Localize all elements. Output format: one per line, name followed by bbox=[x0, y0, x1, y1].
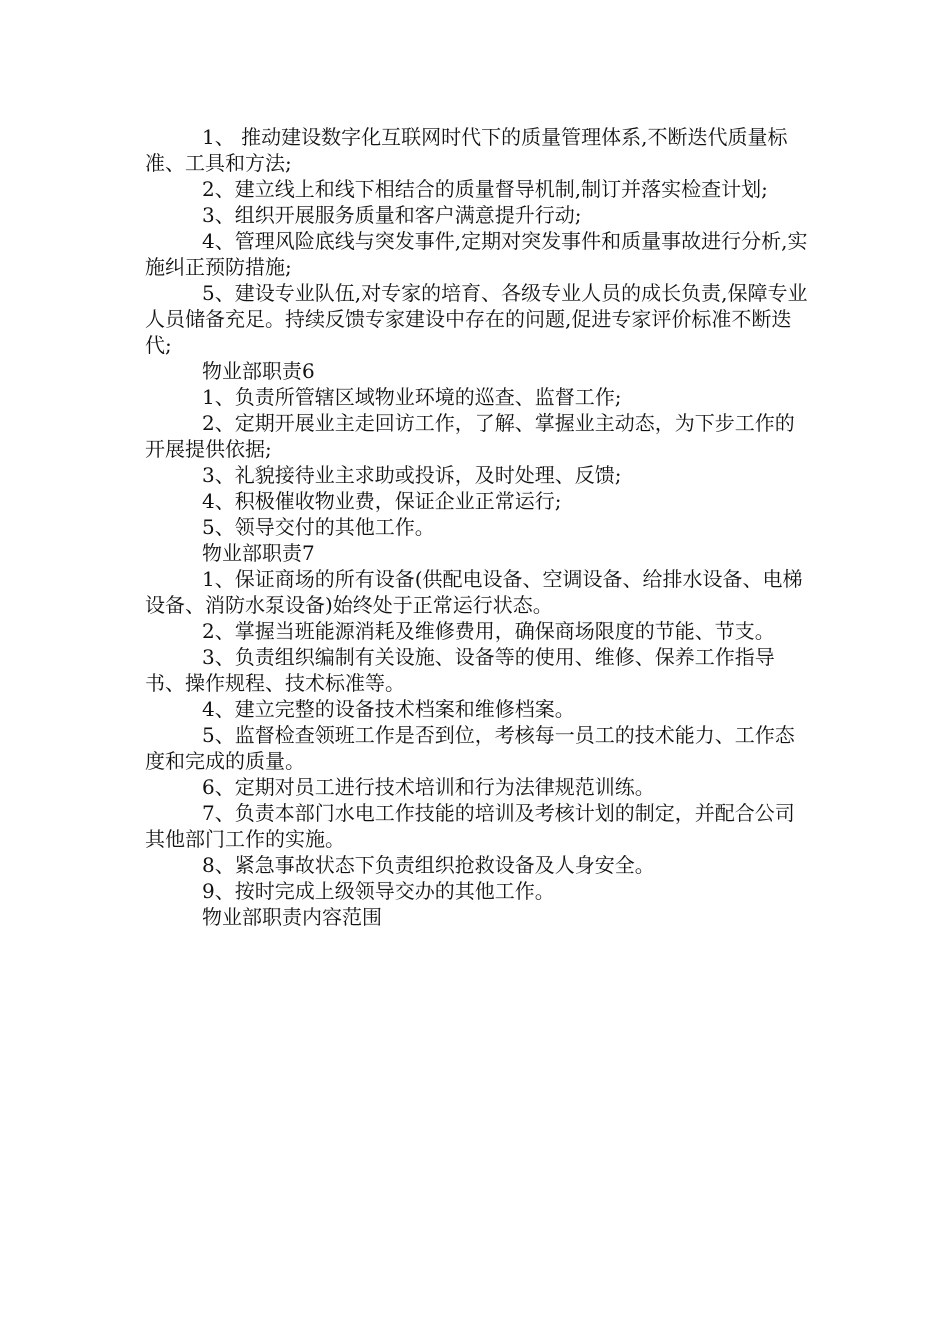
section-heading-6: 物业部职责6 bbox=[202, 359, 315, 383]
paragraph-7-5: 5、监督检查领班工作是否到位，考核每一员工的技术能力、工作态度和完成的质量。 bbox=[145, 723, 795, 773]
paragraph-7-4: 4、建立完整的设备技术档案和维修档案。 bbox=[202, 697, 575, 721]
paragraph-6-5: 5、领导交付的其他工作。 bbox=[202, 515, 435, 539]
document-body bbox=[145, 124, 810, 930]
section-heading-7: 物业部职责7 bbox=[202, 541, 315, 565]
section-heading-scope: 物业部职责内容范围 bbox=[202, 905, 382, 929]
paragraph-5: 5、建设专业队伍,对专家的培育、各级专业人员的成长负责,保障专业人员储备充足。持续反馈专家建设中存在的问题,促进专家评价标准不断迭代; bbox=[145, 281, 808, 357]
paragraph-6-2: 2、定期开展业主走回访工作，了解、掌握业主动态，为下步工作的开展提供依据; bbox=[145, 411, 795, 461]
paragraph-7-6: 6、定期对员工进行技术培训和行为法律规范训练。 bbox=[202, 775, 655, 799]
paragraph-2: 2、建立线上和线下相结合的质量督导机制,制订并落实检查计划; bbox=[202, 177, 768, 201]
paragraph-1: 1、 推动建设数字化互联网时代下的质量管理体系,不断迭代质量标准、工具和方法; bbox=[145, 125, 788, 175]
paragraph-6-3: 3、礼貌接待业主求助或投诉，及时处理、反馈; bbox=[202, 463, 622, 487]
paragraph-7-7: 7、负责本部门水电工作技能的培训及考核计划的制定，并配合公司其他部门工作的实施。 bbox=[145, 801, 795, 851]
paragraph-7-3: 3、负责组织编制有关设施、设备等的使用、维修、保养工作指导书、操作规程、技术标准等。 bbox=[145, 645, 775, 695]
paragraph-7-2: 2、掌握当班能源消耗及维修费用，确保商场限度的节能、节支。 bbox=[202, 619, 775, 643]
paragraph-7-9: 9、按时完成上级领导交办的其他工作。 bbox=[202, 879, 555, 903]
paragraph-6-1: 1、负责所管辖区域物业环境的巡查、监督工作; bbox=[202, 385, 622, 409]
paragraph-7-1: 1、保证商场的所有设备(供配电设备、空调设备、给排水设备、电梯设备、消防水泵设备)始终处于正常运行状态。 bbox=[145, 567, 803, 617]
paragraph-3: 3、组织开展服务质量和客户满意提升行动; bbox=[202, 203, 582, 227]
paragraph-7-8: 8、紧急事故状态下负责组织抢救设备及人身安全。 bbox=[202, 853, 655, 877]
paragraph-4: 4、管理风险底线与突发事件,定期对突发事件和质量事故进行分析,实施纠正预防措施; bbox=[145, 229, 808, 279]
paragraph-6-4: 4、积极催收物业费，保证企业正常运行; bbox=[202, 489, 562, 513]
